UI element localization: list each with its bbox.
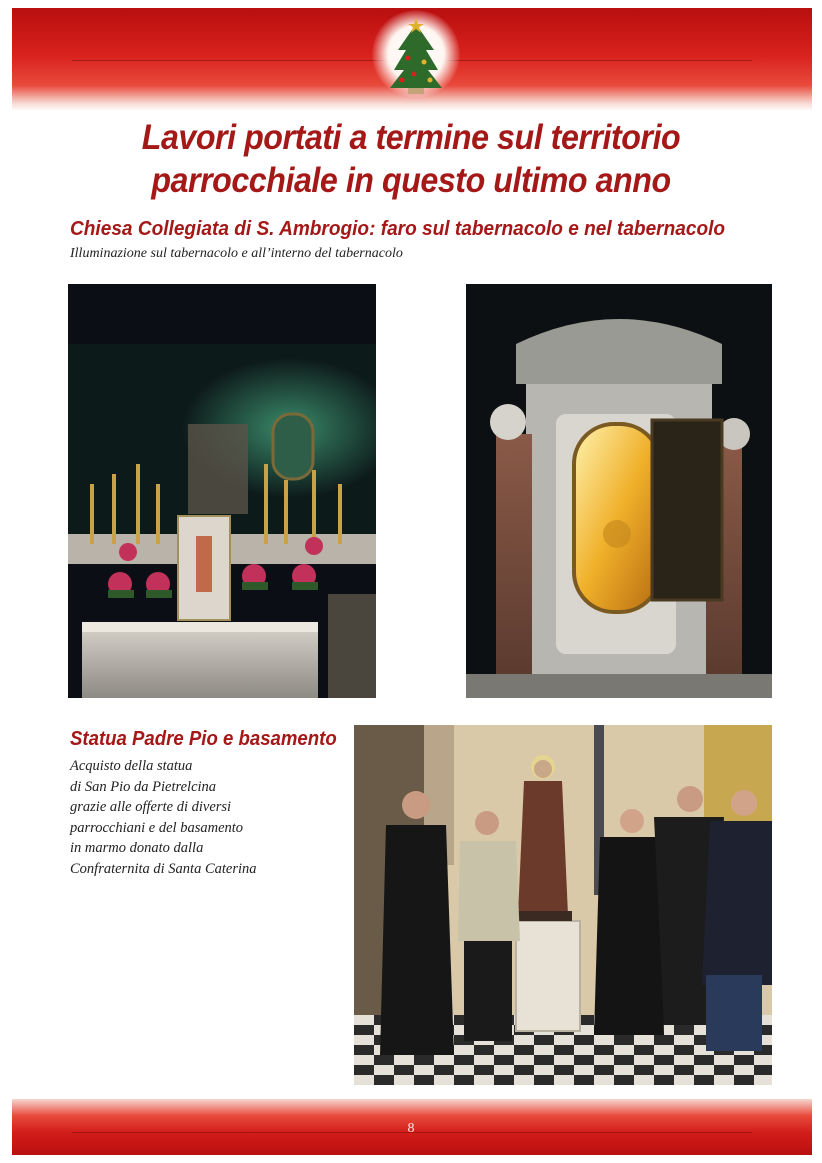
section1-subtitle: Illuminazione sul tabernacolo e all’interno del tabernacolo [70, 246, 403, 261]
page-title-line2: parrocchiale in questo ultimo anno [151, 161, 671, 200]
section2-line: Confraternita di Santa Caterina [70, 860, 257, 877]
group-statue-photo [354, 725, 772, 1085]
section2-line: grazie alle offerte di diversi [70, 799, 232, 815]
section2-line: parrocchiani e del basamento [70, 819, 244, 836]
christmas-tree-ornament [372, 10, 460, 98]
section2-line: Acquisto della statua [70, 758, 193, 774]
section1-heading: Chiesa Collegiata di S. Ambrogio: faro sul tabernacolo e nel tabernacolo [70, 217, 726, 240]
section2-line: di San Pio da Pietrelcina [70, 778, 217, 795]
section2-body [70, 756, 340, 879]
christmas-tree-icon [386, 16, 446, 96]
page-title-line1: Lavori portati a termine sul territorio [141, 118, 681, 157]
page-number: 8 [407, 1121, 415, 1136]
page-title [33, 116, 789, 202]
tabernacle-photo [466, 284, 772, 698]
section2-line: in marmo donato dalla [70, 840, 204, 856]
altar-photo [68, 284, 376, 698]
section2-heading: Statua Padre Pio e basamento [70, 728, 337, 750]
